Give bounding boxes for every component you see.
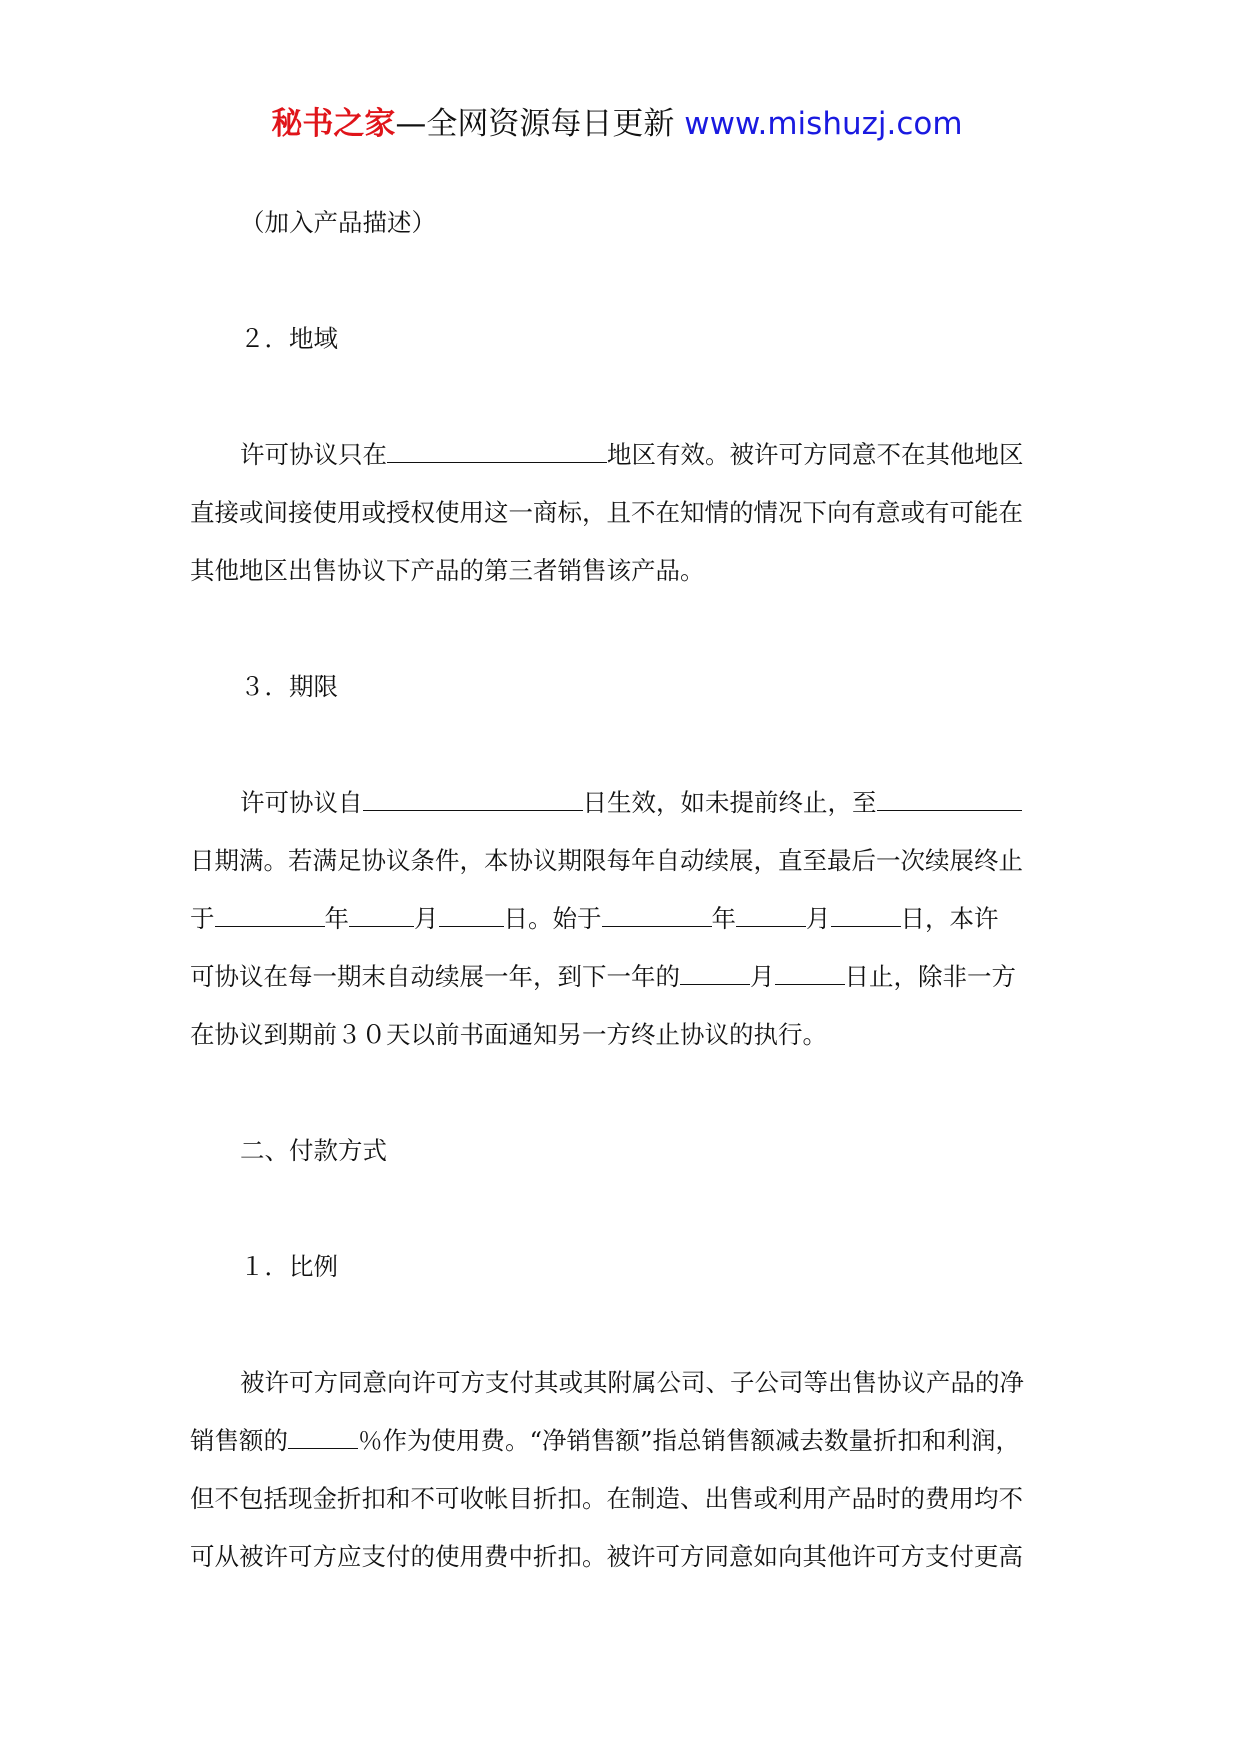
- text-span: 日生效，如未提前终止，至: [582, 788, 877, 817]
- site-brand: 秘书之家: [271, 106, 396, 142]
- fill-blank-year[interactable]: [602, 904, 712, 927]
- fill-blank-day[interactable]: [439, 904, 504, 927]
- paragraph-line: 直接或间接使用或授权使用这一商标，且不在知情的情况下向有意或有可能在: [190, 498, 1023, 527]
- fill-blank-month[interactable]: [736, 904, 806, 927]
- paragraph-line: [240, 438, 1024, 472]
- text-span: 年: [711, 904, 736, 933]
- paragraph-line: 被许可方同意向许可方支付其或其附属公司、子公司等出售协议产品的净: [240, 1368, 1024, 1397]
- paragraph-line: [190, 1424, 1020, 1458]
- fill-blank-day[interactable]: [775, 962, 845, 985]
- paragraph-line: 可从被许可方应支付的使用费中折扣。被许可方同意如向其他许可方支付更高: [190, 1542, 1023, 1571]
- part-heading-payment: 二、付款方式: [240, 1136, 387, 1165]
- paragraph-line: 在协议到期前３０天以前书面通知另一方终止协议的执行。: [190, 1020, 827, 1049]
- section-heading-term: ３．期限: [240, 672, 338, 701]
- text-span: 于: [190, 904, 215, 933]
- text-span: ％作为使用费。“净销售额”指总销售额减去数量折扣和利润，: [358, 1426, 1021, 1455]
- fill-blank-day[interactable]: [831, 904, 901, 927]
- paragraph-line: [190, 960, 1016, 994]
- text-span: 月: [806, 904, 831, 933]
- paragraph-line: 但不包括现金折扣和不可收帐目折扣。在制造、出售或利用产品时的费用均不: [190, 1484, 1023, 1513]
- text-span: 销售额的: [190, 1426, 288, 1455]
- text-span: 许可协议只在: [240, 440, 387, 469]
- fill-blank-region[interactable]: [387, 440, 607, 463]
- paragraph-line: [240, 786, 1022, 820]
- text-span: 可协议在每一期末自动续展一年，到下一年的: [190, 962, 680, 991]
- text-span: 日止，除非一方: [844, 962, 1016, 991]
- fill-blank-start-date[interactable]: [363, 788, 583, 811]
- site-slogan: —全网资源每日更新: [395, 106, 685, 142]
- paragraph-line: 日期满。若满足协议条件，本协议期限每年自动续展，直至最后一次续展终止: [190, 846, 1023, 875]
- section-heading-territory: ２．地域: [240, 324, 338, 353]
- fill-blank-percent[interactable]: [288, 1426, 358, 1449]
- fill-blank-end-date[interactable]: [877, 788, 1022, 811]
- fill-blank-year[interactable]: [215, 904, 325, 927]
- text-span: 地区有效。被许可方同意不在其他地区: [607, 440, 1024, 469]
- text-span: 月: [750, 962, 775, 991]
- text-span: 月: [414, 904, 439, 933]
- site-url-link[interactable]: www.mishuzj.com: [684, 106, 963, 142]
- text-span: 许可协议自: [240, 788, 363, 817]
- text-span: 日，本许: [900, 904, 999, 933]
- section-heading-ratio: １．比例: [240, 1252, 338, 1281]
- site-header: [0, 98, 1234, 150]
- paragraph-line: 其他地区出售协议下产品的第三者销售该产品。: [190, 556, 705, 585]
- text-span: 年: [324, 904, 349, 933]
- paragraph-line: [190, 902, 999, 936]
- text-span: 日。始于: [503, 904, 602, 933]
- product-description-note: （加入产品描述）: [240, 208, 436, 237]
- fill-blank-month[interactable]: [349, 904, 414, 927]
- fill-blank-month[interactable]: [680, 962, 750, 985]
